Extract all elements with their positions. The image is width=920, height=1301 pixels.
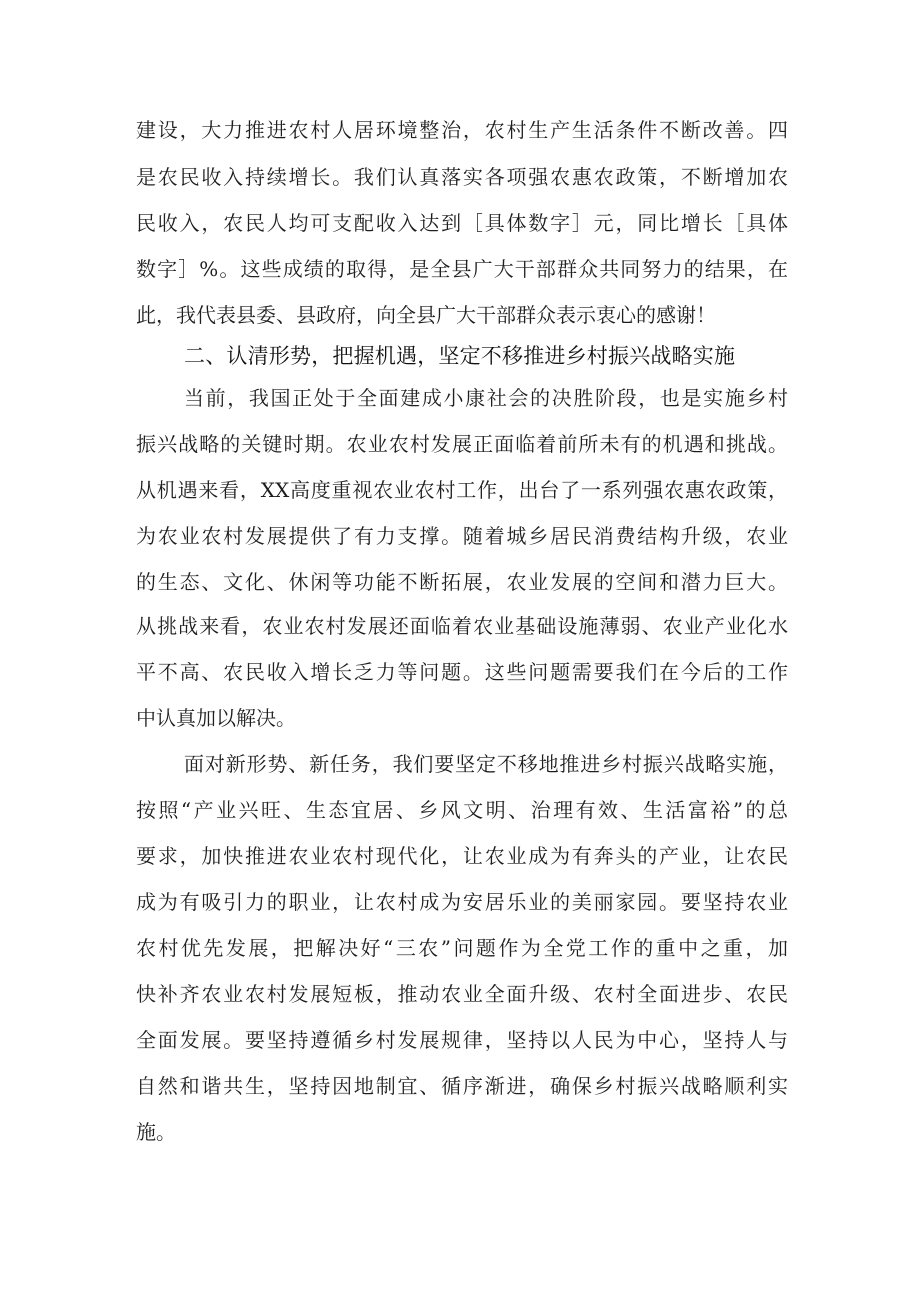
text-line: 振兴战略的关键时期。农业农村发展正面临着前所未有的机遇和挑战。 — [136, 432, 788, 456]
text-line: 全面发展。要坚持遵循乡村发展规律，坚持以人民为中心，坚持人与 — [136, 1028, 788, 1052]
text-line: 此，我代表县委、县政府，向全县广大干部群众表示衷心的感谢！ — [136, 303, 716, 327]
text-line: 的生态、文化、休闲等功能不断拓展，农业发展的空间和潜力巨大。 — [136, 570, 788, 594]
section-heading: 二、认清形势，把握机遇，坚定不移推进乡村振兴战略实施 — [184, 344, 736, 368]
text-line: 中认真加以解决。 — [136, 706, 296, 730]
text-line: 当前，我国正处于全面建成小康社会的决胜阶段，也是实施乡村 — [184, 386, 788, 410]
text-line: 数字］%。这些成绩的取得，是全县广大干部群众共同努力的结果，在 — [136, 257, 788, 281]
text-line: 是农民收入持续增长。我们认真落实各项强农惠农政策，不断增加农 — [136, 165, 788, 189]
text-line: 面对新形势、新任务，我们要坚定不移地推进乡村振兴战略实施， — [184, 752, 788, 776]
text-line: 从机遇来看，XX高度重视农业农村工作，出台了一系列强农惠农政策， — [136, 478, 788, 502]
text-line: 按照“产业兴旺、生态宜居、乡风文明、治理有效、生活富裕”的总 — [136, 798, 788, 822]
text-line: 成为有吸引力的职业，让农村成为安居乐业的美丽家园。要坚持农业 — [136, 890, 788, 914]
text-line: 平不高、农民收入增长乏力等问题。这些问题需要我们在今后的工作 — [136, 660, 788, 684]
text-line: 要求，加快推进农业农村现代化，让农业成为有奔头的产业，让农民 — [136, 844, 788, 868]
text-line: 农村优先发展，把解决好“三农”问题作为全党工作的重中之重，加 — [136, 936, 788, 960]
text-line: 民收入，农民人均可支配收入达到［具体数字］元，同比增长［具体 — [136, 211, 788, 235]
text-line: 快补齐农业农村发展短板，推动农业全面升级、农村全面进步、农民 — [136, 982, 788, 1006]
text-line: 从挑战来看，农业农村发展还面临着农业基础设施薄弱、农业产业化水 — [136, 614, 788, 638]
text-line: 为农业农村发展提供了有力支撑。随着城乡居民消费结构升级，农业 — [136, 524, 788, 548]
text-line: 建设，大力推进农村人居环境整治，农村生产生活条件不断改善。四 — [136, 118, 788, 142]
text-line: 施。 — [136, 1120, 176, 1144]
text-line: 自然和谐共生，坚持因地制宜、循序渐进，确保乡村振兴战略顺利实 — [136, 1074, 788, 1098]
